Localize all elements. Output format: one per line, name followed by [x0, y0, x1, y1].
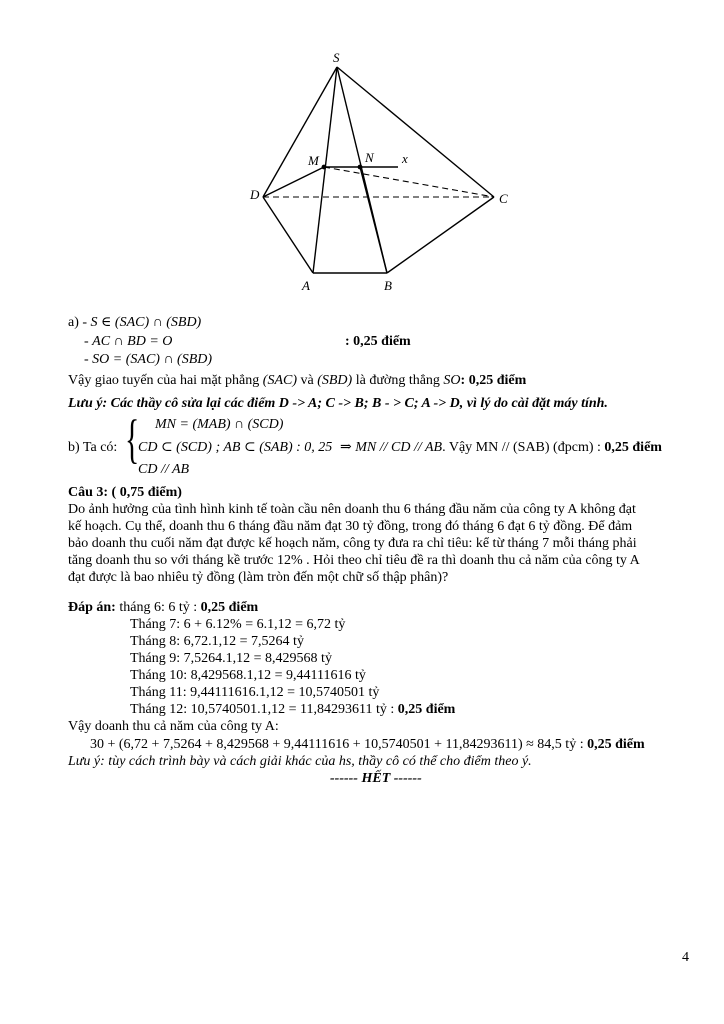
part-a-line1: a) - S ∈ (SAC) ∩ (SBD): [68, 315, 202, 330]
part-b-system-line2: CD ⊂ (SCD) ; AB ⊂ (SAB) : 0, 25: [138, 440, 333, 455]
segment-nb: [360, 167, 387, 273]
edge-sc: [337, 67, 494, 197]
part-a-line2-score: : 0,25 điểm: [345, 334, 411, 349]
answer-total-intro: Vậy doanh thu cả năm của công ty A:: [68, 719, 279, 734]
part-a-conclusion: Vậy giao tuyến của hai mặt phẳng (SAC) và (SBD) là đường thẳng SO: 0,25 điểm: [68, 373, 527, 388]
answer-month: Tháng 7: 6 + 6.12% = 6.1,12 = 6,72 tỷ: [130, 617, 346, 632]
answer-month: Tháng 10: 8,429568.1,12 = 9,44111616 tỷ: [130, 668, 366, 683]
answer-month: Tháng 11: 9,44111616.1,12 = 10,5740501 tỷ: [130, 685, 380, 700]
label-s: S: [333, 50, 340, 65]
question-3-line: Do ảnh hưởng của tình hình kinh tế toàn cầu nên doanh thu 6 tháng đầu năm của công ty A không đạt: [68, 502, 636, 517]
note-2: Lưu ý: tùy cách trình bày và cách giải khác của hs, thầy cô có thể cho điểm theo ý.: [68, 754, 532, 769]
end-marker: ------ HẾT ------: [330, 771, 422, 786]
part-a-line3: - SO = (SAC) ∩ (SBD): [84, 352, 213, 367]
edge-da: [263, 197, 313, 273]
question-3-line: bảo doanh thu cuối năm đạt được kế hoạch năm, công ty đưa ra chỉ tiêu: kể từ tháng 7 mỗi tháng phải: [68, 536, 637, 551]
answer-month: Tháng 8: 6,72.1,12 = 7,5264 tỷ: [130, 634, 304, 649]
system-brace: {: [125, 409, 140, 469]
part-b-result: ⇒ MN // CD // AB. Vậy MN // (SAB) (đpcm) : 0,25 điểm: [340, 440, 662, 455]
label-b: B: [384, 278, 392, 293]
note-1: Lưu ý: Các thầy cô sửa lại các điểm D -> A; C -> B; B - > C; A -> D, vì lý do cài đặt máy tính.: [68, 396, 608, 411]
answer-first: Đáp án: tháng 6: 6 tỷ : 0,25 điểm: [68, 600, 259, 615]
question-3-line: kế hoạch. Cụ thể, doanh thu 6 tháng đầu năm đạt 30 tỷ đồng, trong đó tháng 6 đạt 6 tỷ đồng. Để đảm: [68, 519, 633, 534]
point-m: [322, 165, 327, 170]
label-m: M: [308, 153, 319, 168]
part-b-system-line3: CD // AB: [138, 462, 190, 477]
edge-sd: [263, 67, 337, 197]
answer-last-month: Tháng 12: 10,5740501.1,12 = 11,84293611 tỷ : 0,25 điểm: [130, 702, 456, 717]
answer-total: 30 + (6,72 + 7,5264 + 8,429568 + 9,44111616 + 10,5740501 + 11,84293611) ≈ 84,5 tỷ : 0,25 điểm: [90, 737, 645, 752]
part-b-prefix: b) Ta có:: [68, 440, 118, 455]
edge-bc: [387, 197, 494, 273]
pyramid-figure: [0, 0, 724, 300]
label-d: D: [250, 187, 260, 202]
question-3-line: tăng doanh thu so với tháng kề trước 12% . Hỏi theo chỉ tiêu đề ra thì doanh thu cả năm của công ty A: [68, 553, 640, 568]
question-3-title: Câu 3: ( 0,75 điểm): [68, 485, 182, 500]
part-b-system-line1: MN = (MAB) ∩ (SCD): [155, 417, 284, 432]
page-number: 4: [682, 950, 689, 965]
label-c: C: [499, 191, 508, 206]
label-a: A: [302, 278, 310, 293]
answer-month: Tháng 9: 7,5264.1,12 = 8,429568 tỷ: [130, 651, 332, 666]
label-n: N: [365, 150, 374, 165]
question-3-line: đạt được là bao nhiêu tỷ đồng (làm tròn đến một chữ số thập phân)?: [68, 570, 449, 585]
hidden-segment-mc: [324, 167, 494, 197]
part-a-line2: - AC ∩ BD = O: [84, 334, 173, 349]
point-n: [358, 165, 363, 170]
label-x: x: [402, 151, 408, 166]
